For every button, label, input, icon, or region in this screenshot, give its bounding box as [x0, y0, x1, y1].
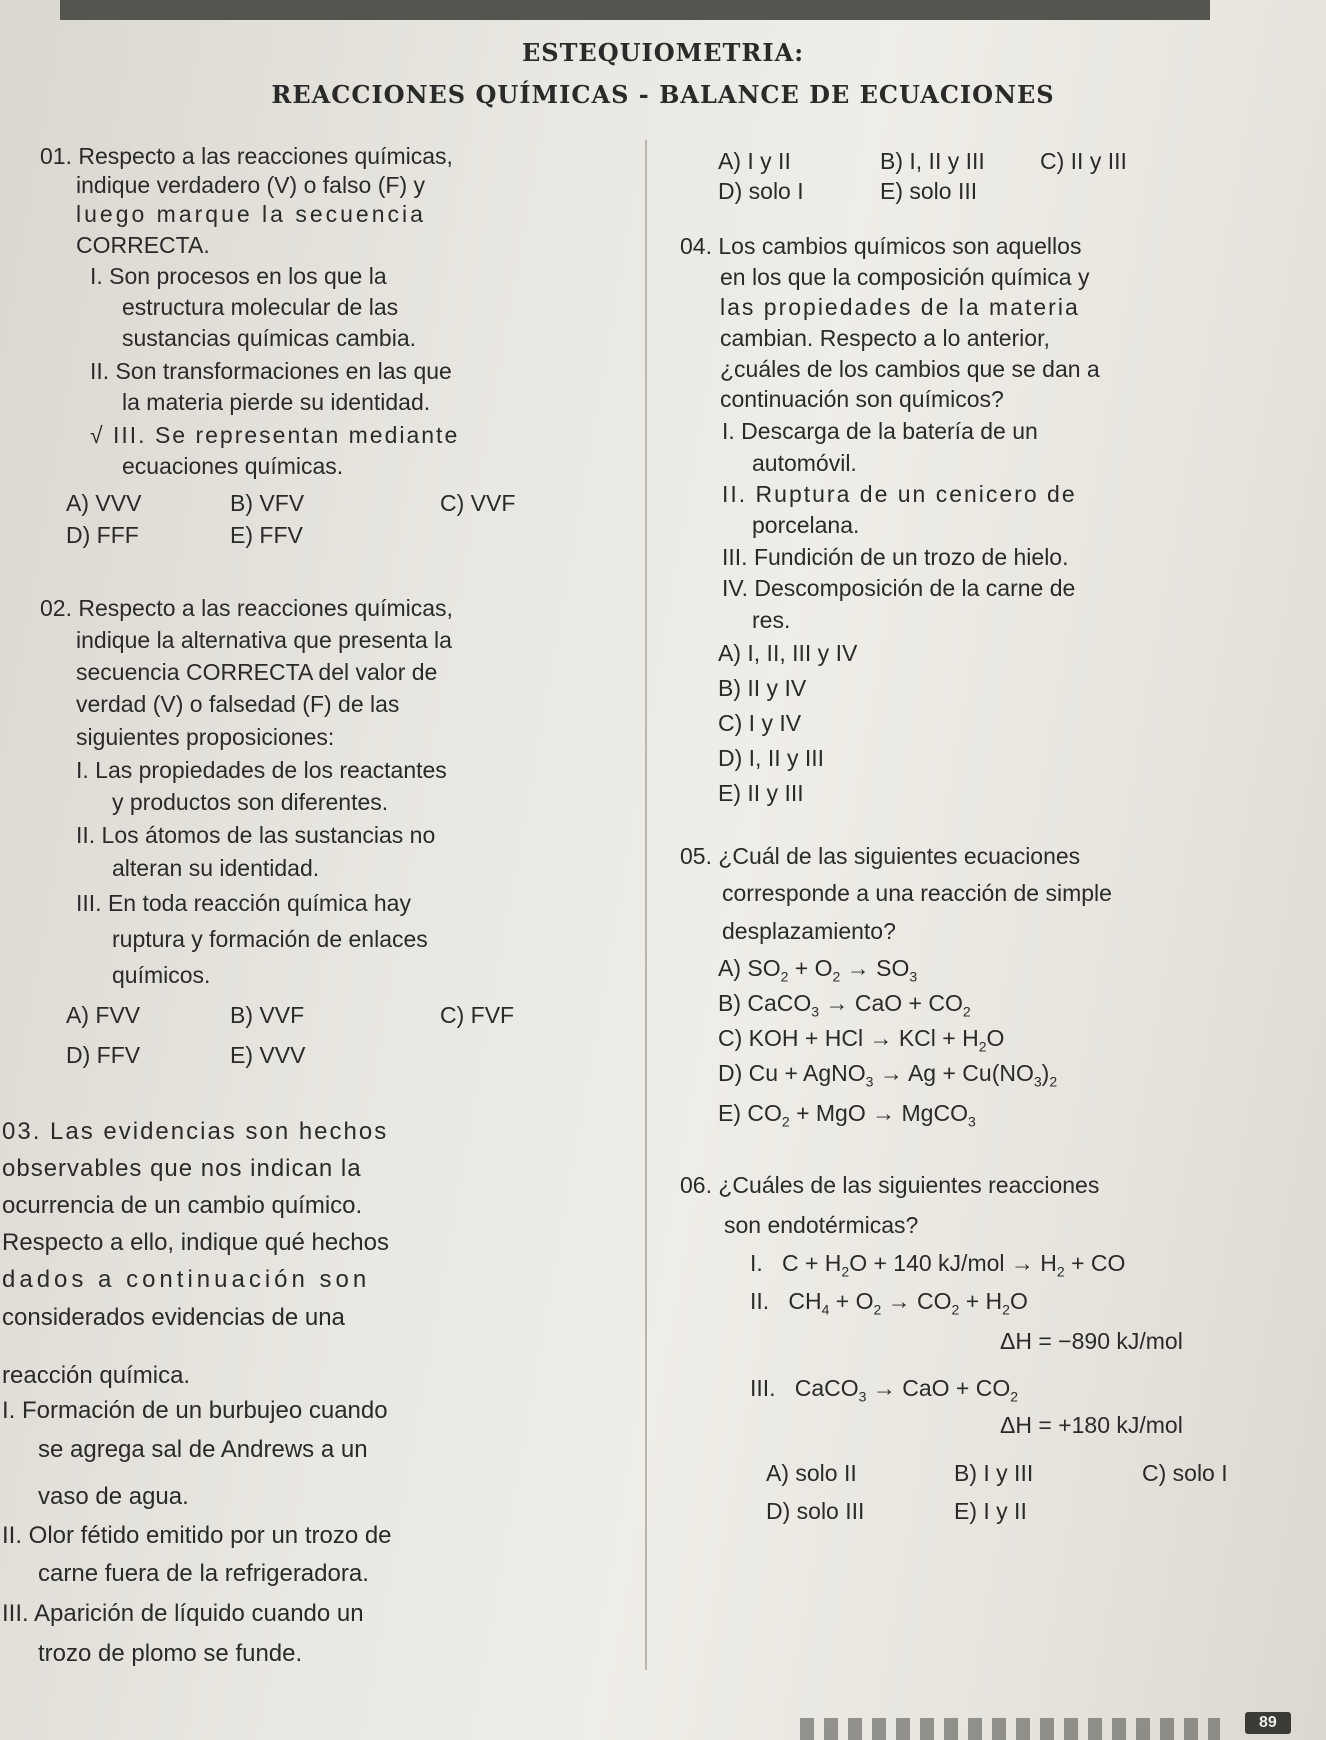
q04-statement-2b: porcelana.	[752, 512, 860, 538]
q03-statement-2b: carne fuera de la refrigeradora.	[38, 1560, 369, 1587]
q06-option-a[interactable]: A) solo II	[766, 1460, 857, 1486]
q03-line-3: ocurrencia de un cambio químico.	[2, 1192, 363, 1219]
q04-line-3: las propiedades de la materia	[720, 294, 1080, 320]
q06-reaction-1-label: I.	[750, 1250, 763, 1276]
q04-option-a[interactable]: A) I, II, III y IV	[718, 640, 858, 666]
q05-line-3: desplazamiento?	[722, 918, 896, 944]
q04-statement-4a: IV. Descomposición de la carne de	[722, 575, 1076, 601]
q01-line-3: luego marque la secuencia	[76, 201, 426, 227]
q03-statement-1b: se agrega sal de Andrews a un	[38, 1436, 368, 1463]
q02-option-b[interactable]: B) VVF	[230, 1002, 305, 1028]
q03-line-5: dados a continuación son	[2, 1266, 371, 1293]
q02-statement-3a: III. En toda reacción química hay	[76, 890, 411, 916]
q01-statement-1a: I. Son procesos en los que la	[90, 263, 387, 289]
q02-line-4: verdad (V) o falsedad (F) de las	[76, 691, 400, 717]
q05-option-b-letter: B)	[718, 990, 741, 1016]
q02-statement-3b: ruptura y formación de enlaces	[112, 926, 428, 952]
q05-line-2: corresponde a una reacción de simple	[722, 880, 1112, 906]
q01-option-c[interactable]: C) VVF	[440, 490, 516, 516]
q06-reaction-1: I. $C + H_2O + 140$ $kJ/mol \to H_2$ + CO	[750, 1250, 1126, 1280]
q03-option-d[interactable]: D) solo I	[718, 178, 804, 204]
q05-option-d-equation: Cu + AgNO$_3$ → $Ag + Cu(NO_3)_2$	[748, 1060, 1058, 1090]
q05-option-c-equation: KOH + HCl → KCl + $H_2O$	[748, 1025, 1005, 1055]
q02-statement-2a: II. Los átomos de las sustancias no	[76, 822, 436, 848]
q02-option-d[interactable]: D) FFV	[66, 1042, 141, 1068]
q02-option-c[interactable]: C) FVF	[440, 1002, 515, 1028]
bottom-border-stripes	[800, 1718, 1220, 1740]
q01-option-b[interactable]: B) VFV	[230, 490, 305, 516]
top-border-stripe	[60, 0, 1210, 20]
q06-reaction-2-enthalpy: ΔH = −890 kJ/mol	[1000, 1328, 1183, 1354]
q06-option-c[interactable]: C) solo I	[1142, 1460, 1228, 1486]
q02-line-2: indique la alternativa que presenta la	[76, 627, 452, 653]
q03-line-4: Respecto a ello, indique qué hechos	[2, 1229, 389, 1256]
q04-statement-1b: automóvil.	[752, 450, 857, 476]
q05-option-c[interactable]	[718, 1025, 1004, 1055]
q03-statement-2a: II. Olor fétido emitido por un trozo de	[2, 1522, 392, 1549]
q04-line-2: en los que la composición química y	[720, 264, 1090, 290]
page-subtitle: REACCIONES QUÍMICAS - BALANCE DE ECUACIONES	[271, 80, 1055, 109]
q03-statement-1c: vaso de agua.	[38, 1483, 189, 1510]
q06-option-b[interactable]: B) I y III	[954, 1460, 1034, 1486]
q06-line-1: 06. ¿Cuáles de las siguientes reacciones	[680, 1172, 1100, 1198]
q03-statement-3a: III. Aparición de líquido cuando un	[2, 1600, 364, 1627]
q01-statement-1c: sustancias químicas cambia.	[122, 325, 417, 351]
q04-line-4: cambian. Respecto a lo anterior,	[720, 325, 1050, 351]
q05-option-c-letter: C)	[718, 1025, 743, 1051]
q04-option-b[interactable]: B) II y IV	[718, 675, 807, 701]
q06-reaction-3: III. CaCO$_3$ → CaO + $CO_2$	[750, 1375, 1019, 1405]
q01-option-e[interactable]: E) FFV	[230, 522, 303, 548]
q06-reaction-2: II. $CH_4 + O_2 \to CO_2 + H_2O$	[750, 1288, 1028, 1318]
q05-option-e-equation: $CO_2$ + MgO → MgCO$_3$	[747, 1100, 976, 1130]
q02-line-3: secuencia CORRECTA del valor de	[76, 659, 438, 685]
q01-line-4: CORRECTA.	[76, 232, 210, 258]
q06-reaction-3-label: III.	[750, 1375, 776, 1401]
q04-statement-4b: res.	[752, 607, 791, 633]
q05-option-e-letter: E)	[718, 1100, 741, 1126]
q06-reaction-2-label: II.	[750, 1288, 770, 1314]
q02-option-e[interactable]: E) VVV	[230, 1042, 306, 1068]
q05-option-b[interactable]	[718, 990, 971, 1020]
q04-option-e[interactable]: E) II y III	[718, 780, 804, 806]
q03-option-b[interactable]: B) I, II y III	[880, 148, 985, 174]
q02-statement-1a: I. Las propiedades de los reactantes	[76, 757, 447, 783]
q05-line-1: 05. ¿Cuál de las siguientes ecuaciones	[680, 843, 1081, 869]
q03-line-1: 03. Las evidencias son hechos	[2, 1118, 389, 1145]
q01-statement-3b: ecuaciones químicas.	[122, 453, 344, 479]
q06-option-d[interactable]: D) solo III	[766, 1498, 865, 1524]
q03-option-a[interactable]: A) I y II	[718, 148, 791, 174]
q01-statement-2a: II. Son transformaciones en las que	[90, 358, 452, 384]
q05-option-a-equation: $SO_2 + O_2 \to SO_3$	[747, 955, 918, 985]
q04-line-1: 04. Los cambios químicos son aquellos	[680, 233, 1082, 259]
q03-statement-3b: trozo de plomo se funde.	[38, 1640, 303, 1667]
column-divider	[645, 140, 647, 1670]
q01-statement-1b: estructura molecular de las	[122, 294, 399, 320]
q03-option-c[interactable]: C) II y III	[1040, 148, 1127, 174]
q04-statement-2a: II. Ruptura de un cenicero de	[722, 481, 1077, 507]
page-number: 89	[1245, 1712, 1291, 1734]
q01-option-a[interactable]: A) VVV	[66, 490, 142, 516]
q06-reaction-3-enthalpy: ΔH = +180 kJ/mol	[1000, 1412, 1183, 1438]
q01-statement-2b: la materia pierde su identidad.	[122, 389, 431, 415]
q05-option-a[interactable]	[718, 955, 917, 985]
q02-statement-2b: alteran su identidad.	[112, 855, 320, 881]
q03-line-6: considerados evidencias de una	[2, 1304, 345, 1331]
q05-option-a-letter: A)	[718, 955, 741, 981]
q01-line-1: 01. Respecto a las reacciones químicas,	[40, 143, 453, 169]
q04-option-c[interactable]: C) I y IV	[718, 710, 802, 736]
q02-line-5: siguientes proposiciones:	[76, 724, 335, 750]
q03-line-7: reacción química.	[2, 1362, 191, 1389]
q06-option-e[interactable]: E) I y II	[954, 1498, 1027, 1524]
q03-option-e[interactable]: E) solo III	[880, 178, 978, 204]
q01-option-d[interactable]: D) FFF	[66, 522, 139, 548]
q02-option-a[interactable]: A) FVV	[66, 1002, 141, 1028]
q01-statement-3a: √ III. Se representan mediante	[90, 422, 460, 448]
q01-line-2: indique verdadero (V) o falso (F) y	[76, 172, 425, 198]
q04-statement-1a: I. Descarga de la batería de un	[722, 418, 1038, 444]
q04-statement-3: III. Fundición de un trozo de hielo.	[722, 544, 1069, 570]
q05-option-d-letter: D)	[718, 1060, 743, 1086]
q06-line-2: son endotérmicas?	[724, 1212, 919, 1238]
q04-line-5: ¿cuáles de los cambios que se dan a	[720, 356, 1100, 382]
q02-line-1: 02. Respecto a las reacciones químicas,	[40, 595, 453, 621]
q04-option-d[interactable]: D) I, II y III	[718, 745, 825, 771]
page-title: ESTEQUIOMETRIA:	[521, 38, 805, 67]
q05-option-b-equation: CaCO$_3$ → CaO + $CO_2$	[747, 990, 971, 1020]
q02-statement-1b: y productos son diferentes.	[112, 789, 389, 815]
q03-statement-1a: I. Formación de un burbujeo cuando	[2, 1397, 388, 1424]
q05-option-e[interactable]	[718, 1100, 976, 1130]
q02-statement-3c: químicos.	[112, 962, 211, 988]
q03-line-2: observables que nos indican la	[2, 1155, 362, 1182]
q04-line-6: continuación son químicos?	[720, 386, 1004, 412]
q05-option-d[interactable]	[718, 1060, 1057, 1090]
